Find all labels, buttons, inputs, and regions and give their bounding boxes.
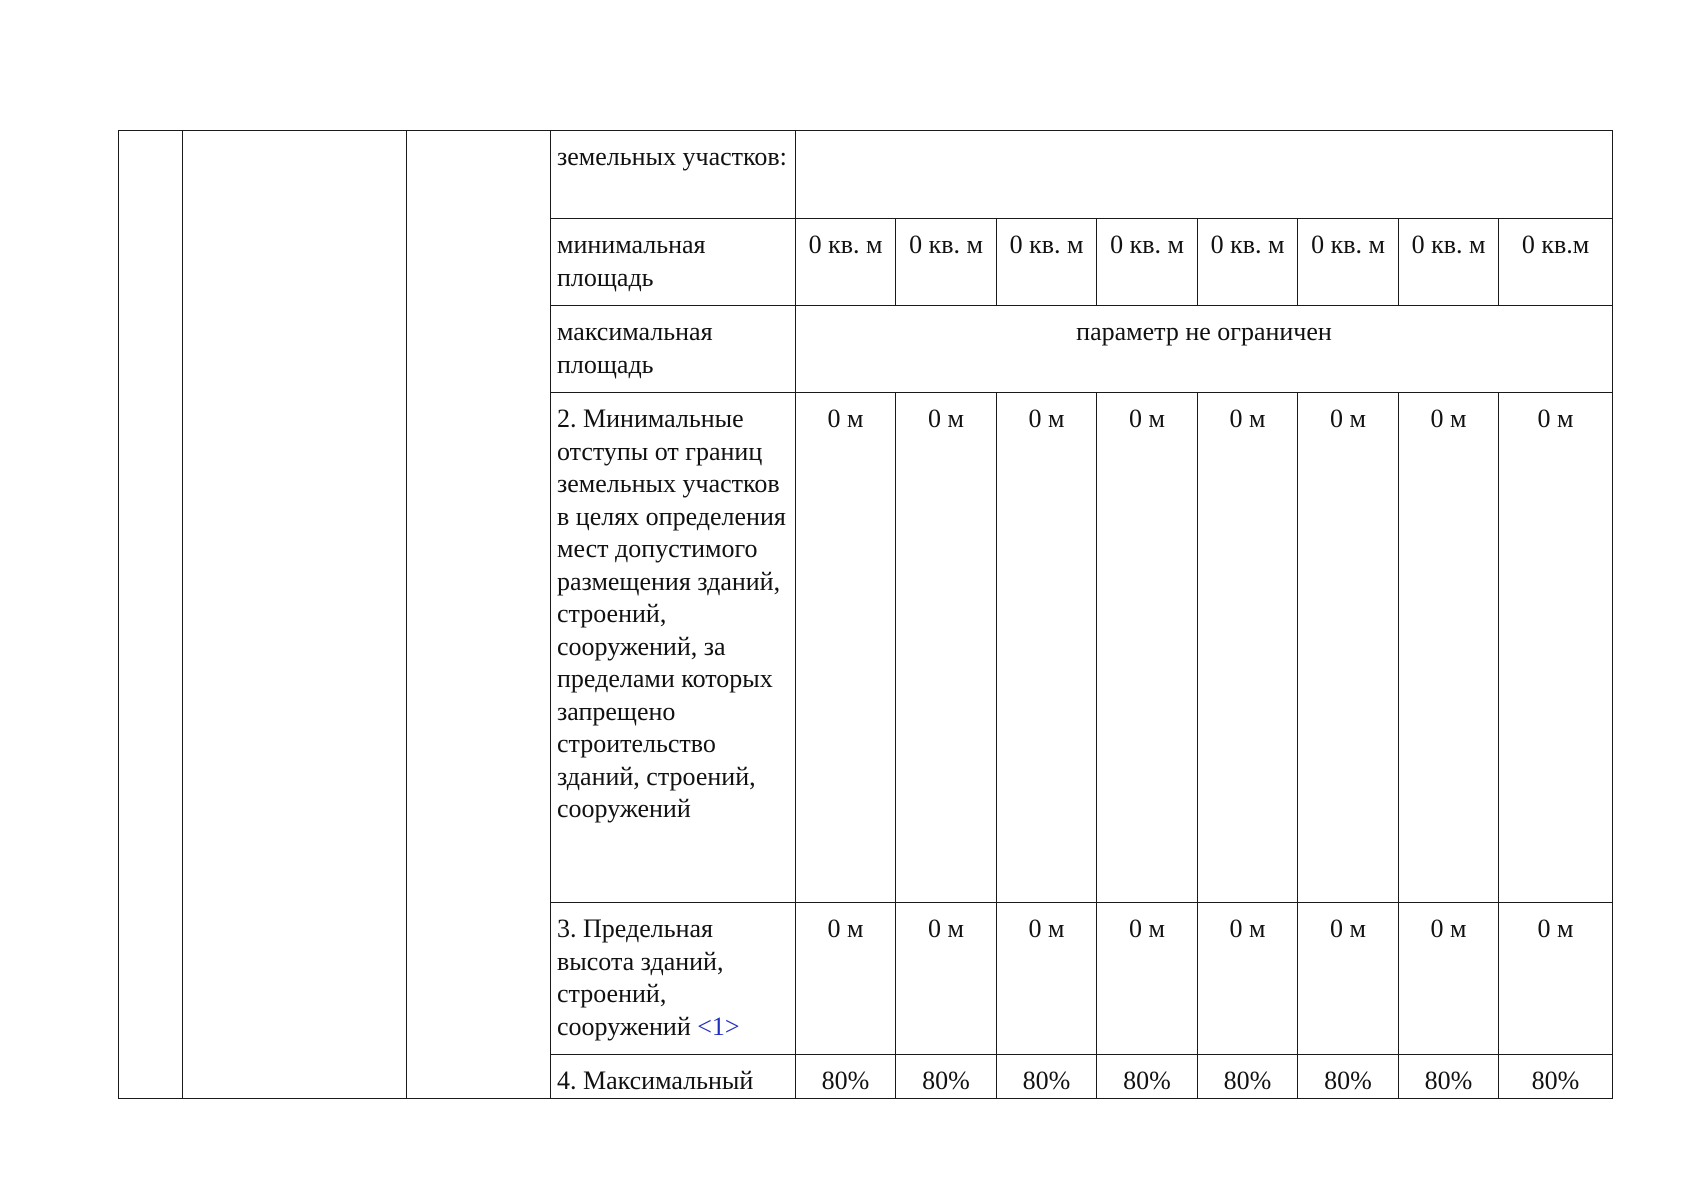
parameter-label: 4. Максимальный <box>551 1055 796 1099</box>
merged-value-cell: параметр не ограничен <box>796 306 1613 393</box>
table-row <box>119 131 1613 219</box>
value-cell: 80% <box>1097 1055 1198 1099</box>
value-cell: 80% <box>1298 1055 1399 1099</box>
value-cell: 80% <box>997 1055 1097 1099</box>
parameter-label: максимальная площадь <box>551 306 796 393</box>
value-cell: 0 м <box>1198 903 1298 1055</box>
value-cell: 0 кв. м <box>1097 219 1198 306</box>
value-cell: 0 м <box>896 903 997 1055</box>
parameter-label-text: 3. Предельная высота зданий, строений, сооружений <box>557 914 724 1041</box>
value-cell: 0 м <box>1298 393 1399 903</box>
value-cell: 0 м <box>1097 393 1198 903</box>
value-cell: 0 м <box>1097 903 1198 1055</box>
empty-value-cell <box>796 131 1613 219</box>
value-cell: 0 м <box>796 393 896 903</box>
value-cell: 0 м <box>1399 393 1499 903</box>
value-cell: 0 м <box>1198 393 1298 903</box>
value-cell: 80% <box>796 1055 896 1099</box>
value-cell: 0 кв.м <box>1499 219 1613 306</box>
value-cell: 80% <box>1198 1055 1298 1099</box>
value-cell: 0 м <box>997 393 1097 903</box>
empty-cell-col2 <box>183 131 407 1099</box>
parameters-table <box>118 130 1613 1099</box>
empty-cell-col3 <box>407 131 551 1099</box>
parameter-label: 2. Минимальные отступы от границ земельных участков в целях определения мест допустимого размещения зданий, строений, сооружений, за пределами которых запрещено строительство зданий, строений, сооружений <box>551 393 796 903</box>
value-cell: 0 м <box>896 393 997 903</box>
value-cell: 0 м <box>997 903 1097 1055</box>
value-cell: 0 м <box>1298 903 1399 1055</box>
value-cell: 80% <box>896 1055 997 1099</box>
footnote-link[interactable]: <1> <box>697 1011 740 1041</box>
value-cell: 0 кв. м <box>997 219 1097 306</box>
parameter-label: земельных участков: <box>551 131 796 219</box>
value-cell: 0 м <box>1499 903 1613 1055</box>
value-cell: 0 кв. м <box>1399 219 1499 306</box>
empty-cell-col1 <box>119 131 183 1099</box>
value-cell: 80% <box>1499 1055 1613 1099</box>
value-cell: 80% <box>1399 1055 1499 1099</box>
value-cell: 0 кв. м <box>1198 219 1298 306</box>
parameter-label: минимальная площадь <box>551 219 796 306</box>
parameter-label <box>551 903 796 1055</box>
value-cell: 0 кв. м <box>896 219 997 306</box>
value-cell: 0 кв. м <box>796 219 896 306</box>
value-cell: 0 кв. м <box>1298 219 1399 306</box>
value-cell: 0 м <box>1499 393 1613 903</box>
value-cell: 0 м <box>796 903 896 1055</box>
value-cell: 0 м <box>1399 903 1499 1055</box>
